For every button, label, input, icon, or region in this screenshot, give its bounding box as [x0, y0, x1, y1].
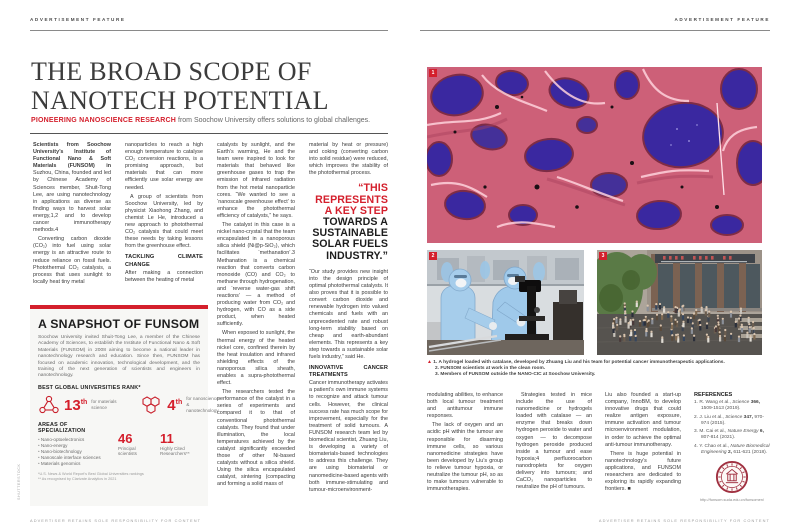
col1-text: Suzhou, China, founded and led by Chinese Academy of Sciences member, Shuit-Tong Lee, are using nanotechnology in applications as diverse as finding ways to harvest solar energy,1,2 and to develop cancer immunotherapy methods.4 [33, 170, 111, 234]
snapshot-paragraph: Soochow University invited Shuit-Tong Lee, a member of the Chinese Academy of Sciences, to establish the Institute of Functional Nano & Soft Materials (FUNSOM) in 2008 aiming to become a national leader in nanotechnology research and education. Since then, FUNSOM has focused on academic innovation, technological development, and the training of the next generation of scientists and engineers in nanotechnology. [38, 335, 200, 379]
area-item: • Nano-energy [38, 443, 110, 449]
stat-number: 11 [160, 430, 174, 446]
footer-note-right: ADVERTISER RETAINS SOLE RESPONSIBILITY FOR CONTENT [598, 518, 770, 523]
col4-paragraph-1: material by heat or pressure) and coking (converting carbon into solid residue) were reduced, which improves the stability of the photothermal process. [309, 142, 388, 177]
article-column-2 [125, 142, 203, 302]
cleanroom-photo [427, 250, 584, 355]
reference-item: 4. Y. Chao et al., Nature Biomedical Engineering 2, 611-621 (2018). [694, 443, 770, 455]
rank-row [38, 394, 219, 416]
reference-item: 2. J. Liu et al., Science 347, 970-974 (2015). [694, 414, 764, 426]
figure-1-badge: 1 [429, 69, 437, 77]
rcol2-paragraph-1: Strategies tested in mice include the use of nanomedicine or hydrogels loaded with catalase — an enzyme that breaks down hydrogen peroxide to water and oxygen — to decompose hydrogen peroxide produced inside a tumour and ease hypoxia;4 perfluorocarbon nanodroplets for oxygen delivery into tumours; and CaCO₃ nanoparticles to neutralize the pH of tumours. [516, 392, 592, 491]
standfirst-rest: from Soochow University offers solutions to global challenges. [176, 117, 371, 124]
rank-label: for nanoscience & nanotechnology [186, 396, 219, 413]
col3-paragraph-4: The researchers tested the performance of the catalyst in a series of experiments and compared it to that of conventional photothermal catalysts. They found that under illumination, the local temperatures achieved by the catalyst significantly exceeded those of other Ni-based catalysts without a silica shield. Using the silica encapsulated catalyst, sintering (compacting and forming a solid mass of [217, 389, 295, 488]
area-item: • Nano-optoelectronics [38, 437, 110, 443]
soochow-university-seal-icon [715, 460, 749, 494]
caption-line-3: 3. Members of FUNSOM outside the NANO-CIC at Soochow University. [435, 372, 596, 378]
molecule-icon [38, 394, 60, 416]
right-column-2 [516, 392, 592, 514]
col1-paragraph-2: Converting carbon dioxide (CO₂) into fuel using solar energy is an attractive route to reduce reliance on fossil fuels. Photothermal CO₂ catalysis, a process that uses sunlight to locally heat tiny metal [33, 236, 111, 285]
footnote-clarivate: ** As recognised by Clarivate Analytics in 2021 [38, 476, 117, 481]
article-column-3 [217, 142, 295, 510]
right-column-3 [605, 392, 681, 514]
stat-highly-cited [160, 432, 194, 467]
caption-line-2: 2. FUNSOM scientists at work in the clean room. [435, 366, 546, 372]
lead-in-text: Scientists from Soochow University’s Institute of Functional Nano & Soft Materials (FUNSOM) in [33, 142, 111, 170]
university-seal [694, 460, 770, 503]
sem-micrograph-illustration [427, 67, 762, 243]
rank-number: 13th [64, 397, 88, 415]
rcol1-paragraph-2: The lack of oxygen and an acidic pH within the tumour are responsible for disarming immune cells, so various nanomedicine strategies have been developed by Liu’s group to relieve tumour hypoxia, or neutralize the tumour pH, so as to make tumours vulnerable to immunotherapies. [427, 422, 503, 493]
area-item: • Materials genomics [38, 461, 110, 467]
header-rule-right [420, 30, 770, 31]
areas-heading: AREAS OF SPECIALIZATION [38, 421, 86, 434]
references-list [694, 400, 770, 456]
standfirst-lead: PIONEERING NANOSCIENCE RESEARCH [31, 117, 177, 124]
col3-paragraph-2: The catalyst in this case is a nickel nano-crystal that the team encapsulated in a nanoporous silica shield (Ni@p-SiO₂), which facilitates ‘methanation’.3 Methanation is a chemical reaction that converts carbon monoxide (CO) and CO₂ to methane through hydrogenation, and ‘reverse water-gas shift reactions’ — a method of producing water from CO₂ and hydrogen, with CO as a side product, when heated sufficiently. [217, 222, 295, 328]
right-column-1 [427, 392, 503, 514]
header-label-left: ADVERTISEMENT FEATURE [30, 17, 126, 22]
col4-paragraph-2: “Our study provides new insight into the design principle of optimal photothermal catalysts. It also proves that it is possible to convert carbon dioxide and renewable hydrogen into valued chemicals and fuels with an unprecedented rate and robust long-term stability based on cheap and earth-abundant elements. This represents a key step towards a sustainable solar fuels industry,” said He. [309, 268, 388, 361]
rank-nanoscience [139, 394, 220, 416]
col3-paragraph-1: catalysts by sunlight, and the Earth’s warming, He and the team were inspired to look for materials that behaved like greenhouse gases to trap the emission of infrared radiation from the hot metal nanoparticle cores. “We wanted to see a ‘nanoscale greenhouse effect’ to enhance the photothermal efficiency of catalysts,” he says. [217, 142, 295, 219]
area-item: • Nano-biotechnology [38, 449, 110, 455]
col4-paragraph-3: Cancer immunotherapy activates a patient’s own immune systems to recognize and attack tumour cells. However, the clinical success rate has much scope for improvement, especially for the treatment of solid tumours. A FUNSOM research team led by biomedical scientist, Zhuang Liu, is developing a variety of biomaterials-based technologies to address this challenge. They are using biomaterial or nanomedicine-based agents with both immune-stimulating and tumour-microenvironment- [309, 380, 388, 493]
rank-materials [38, 394, 125, 416]
col3-paragraph-3: When exposed to sunlight, the thermal energy of the heated nickel core, confined therein by the heat insulation and infrared shielding effects of the nanoporous silica sheath, enables a supra-photothermal effect. [217, 330, 295, 387]
rank-label: for materials science [91, 399, 117, 410]
headline-line1: THE BROAD SCOPE OF [31, 57, 312, 86]
stat-label: Principal scientists [118, 445, 137, 457]
areas-and-stats [38, 422, 200, 467]
header-rule-left [30, 30, 388, 31]
group-photo-illustration [597, 250, 762, 355]
snapshot-footnotes [38, 472, 200, 482]
headline-line2: NANOTECH POTENTIAL [31, 86, 329, 115]
section-heading-cancer: INNOVATIVE CANCER TREATMENTS [309, 365, 388, 379]
stat-principal-scientists [118, 432, 152, 467]
areas-block [38, 422, 110, 467]
footnote-rankings: *U.S. News & World Report’s Best Global Universities rankings [38, 471, 144, 476]
figure-2-badge: 2 [429, 252, 437, 260]
standfirst-rule [30, 133, 388, 134]
area-item: • Nanoscale interface sciences [38, 455, 110, 461]
footer-note-left: ADVERTISER RETAINS SOLE RESPONSIBILITY FOR CONTENT [30, 518, 202, 523]
references-heading: REFERENCES [694, 392, 733, 398]
pull-quote-dark: TOWARDS A SUSTAINABLE SOLAR FUELS INDUSTRY.” [312, 216, 388, 262]
group-photo [597, 250, 762, 355]
funsom-snapshot-box [30, 305, 219, 506]
figure-caption [427, 359, 767, 379]
snapshot-title: A SNAPSHOT OF FUNSOM [38, 317, 200, 331]
header-label-right: ADVERTISEMENT FEATURE [674, 17, 770, 22]
hexagons-icon [139, 394, 163, 416]
rank-heading: BEST GLOBAL UNIVERSITIES RANK* [38, 384, 141, 391]
article-column-1 [33, 142, 111, 302]
col2-paragraph-3: After making a connection between the heating of metal [125, 269, 203, 283]
pull-quote-red: “THIS REPRESENTS A KEY STEP [315, 182, 388, 217]
standfirst [31, 117, 387, 124]
areas-list [38, 437, 110, 467]
stat-number: 46 [118, 430, 133, 446]
pull-quote [309, 183, 388, 261]
col2-paragraph-1: nanoparticles to reach a high enough temperature to catalyse CO₂ conversion reactions, is a promising approach, but materials that can more efficiently use solar energy are needed. [125, 142, 203, 191]
cleanroom-illustration [427, 250, 584, 355]
reference-item: 3. M. Cai et al., Nature Energy 6, 807-814 (2021). [694, 429, 764, 440]
funsom-url-link[interactable]: http://funsom.suda.edu.cn/funsomen/ [699, 496, 765, 502]
reference-item: 1. R. Wang et al., Science 366, 1509-1513 (2019). [694, 400, 761, 411]
photo-credit: SHUTTERSTOCK [17, 463, 21, 500]
col2-paragraph-2: A group of scientists from Soochow University, led by physicist Xiaohong Zhang, and chemist Le He, introduced a new approach to photothermal CO₂ catalysis that could meet these needs by taking lessons from the greenhouse effect. [125, 193, 203, 250]
section-heading-climate: TACKLING CLIMATE CHANGE [125, 254, 203, 268]
article-column-4 [309, 142, 388, 510]
rcol3-paragraph-2: There is huge potential in nanotechnology’s future applications, and FUNSOM researchers are dedicated to exploring its rapidly expanding frontiers. ■ [605, 450, 681, 493]
rcol1-paragraph-1: modulating abilities, to enhance both local tumour treatment and antitumour immune responses. [427, 392, 503, 420]
caption-line-1: 1. A hydrogel loaded with catalase, developed by Zhuang Liu and his team for potential cancer immunotherapeutic applications. [433, 360, 725, 365]
caption-triangle-icon: ▲ [427, 359, 432, 365]
rcol3-paragraph-1: Liu also founded a start-up company, InnoBM, to develop innovative drugs that could realize antigen exposure, immune activation and tumour microenvironment modulation, in order to achieve the optimal anti-tumour immunotherapy. [605, 392, 681, 448]
references-column [694, 392, 770, 503]
figure-3-badge: 3 [599, 252, 607, 260]
rank-number: 4th [167, 397, 183, 415]
stat-label: Highly Cited Researchers** [160, 445, 190, 457]
page-title [31, 57, 329, 115]
sem-micrograph-image [427, 67, 762, 243]
